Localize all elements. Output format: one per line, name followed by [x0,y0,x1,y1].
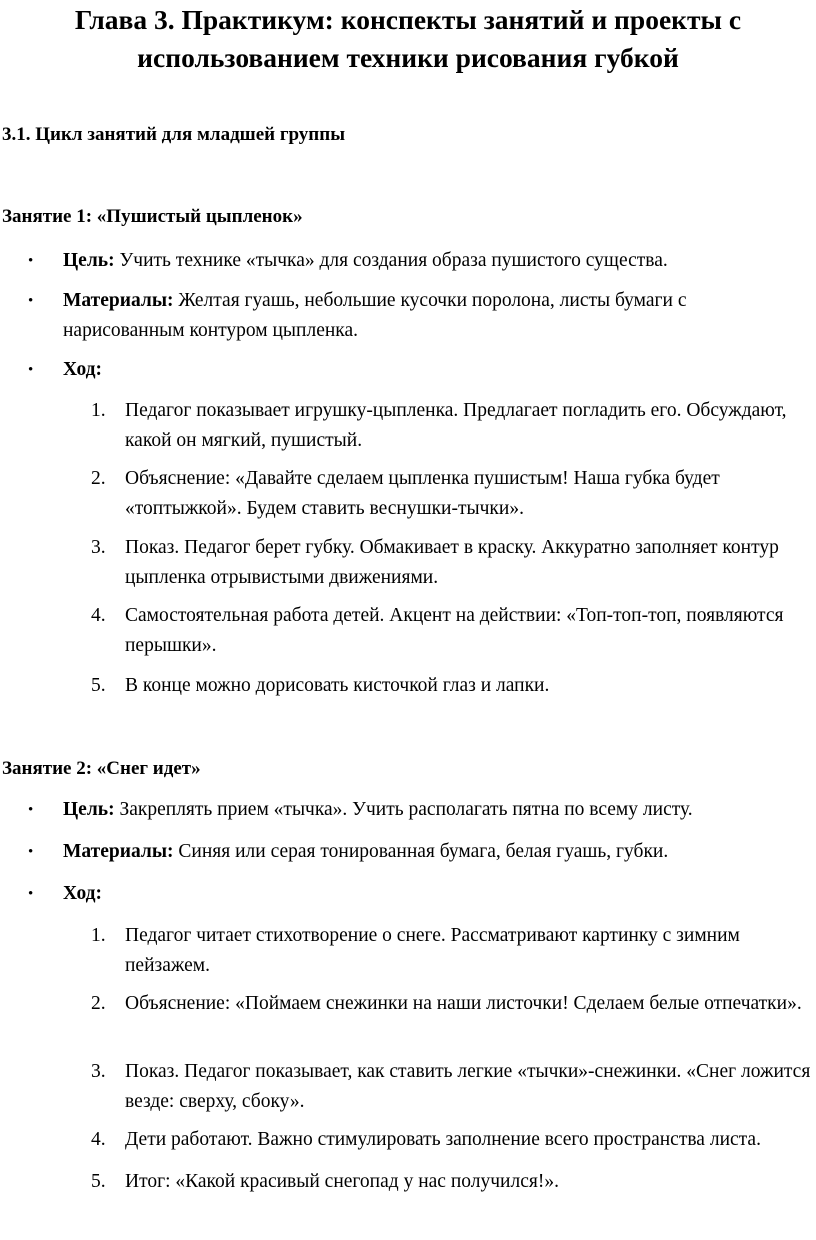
bullet-icon: • [28,253,34,269]
step-number: 5. [91,675,106,696]
step-number: 2. [91,468,106,489]
goal-label: Цель: [63,799,115,820]
bullet-icon: • [28,886,34,902]
step-text: Объяснение: «Поймаем снежинки на наши листочки! Сделаем белые отпечатки». [125,993,802,1014]
step-text: Показ. Педагог показывает, как ставить легкие «тычки»-снежинки. «Снег ложится везде: сверху, сбоку». [125,1061,811,1112]
goal-label: Цель: [63,250,115,271]
materials-label: Материалы: [63,290,174,311]
step-number: 2. [91,993,106,1014]
bullet-icon: • [28,802,34,818]
step-text: Педагог читает стихотворение о снеге. Рассматривают картинку с зимним пейзажем. [125,925,740,976]
process-label: Ход: [63,359,103,380]
materials-text: Желтая гуашь, небольшие кусочки поролона, листы бумаги с нарисованным контуром цыпленка. [63,290,687,341]
materials-label: Материалы: [63,841,174,862]
step-number: 3. [91,1061,106,1082]
lesson-1-title: Занятие 1: «Пушистый цыпленок» [2,206,303,227]
process-label: Ход: [63,883,103,904]
step-number: 1. [91,400,106,421]
bullet-icon: • [28,844,34,860]
step-text: В конце можно дорисовать кисточкой глаз и лапки. [125,675,550,696]
bullet-icon: • [28,293,34,309]
chapter-title: Глава 3. Практикум: конспекты занятий и проекты с использованием техники рисования губкой [74,4,742,73]
goal-text: Закреплять прием «тычка». Учить располагать пятна по всему листу. [114,799,693,820]
step-text: Педагог показывает игрушку-цыпленка. Предлагает погладить его. Обсуждают, какой он мягкий, пушистый. [125,400,787,451]
section-title: 3.1. Цикл занятий для младшей группы [2,124,346,145]
lesson-2-title: Занятие 2: «Снег идет» [2,758,201,779]
step-text: Самостоятельная работа детей. Акцент на действии: «Топ-топ-топ, появляются перышки». [125,605,784,656]
step-text: Дети работают. Важно стимулировать заполнение всего пространства листа. [125,1129,761,1150]
materials-text: Синяя или серая тонированная бумага, белая гуашь, губки. [173,841,669,862]
step-text: Итог: «Какой красивый снегопад у нас получился!». [125,1171,559,1192]
step-number: 4. [91,605,106,626]
step-text: Объяснение: «Давайте сделаем цыпленка пушистым! Наша губка будет «топтыжкой». Будем ставить веснушки-тычки». [125,468,720,519]
step-number: 4. [91,1129,106,1150]
step-number: 5. [91,1171,106,1192]
goal-text: Учить технике «тычка» для создания образа пушистого существа. [114,250,668,271]
step-text: Показ. Педагог берет губку. Обмакивает в краску. Аккуратно заполняет контур цыпленка отрывистыми движениями. [125,537,779,588]
step-number: 3. [91,537,106,558]
bullet-icon: • [28,362,34,378]
step-number: 1. [91,925,106,946]
